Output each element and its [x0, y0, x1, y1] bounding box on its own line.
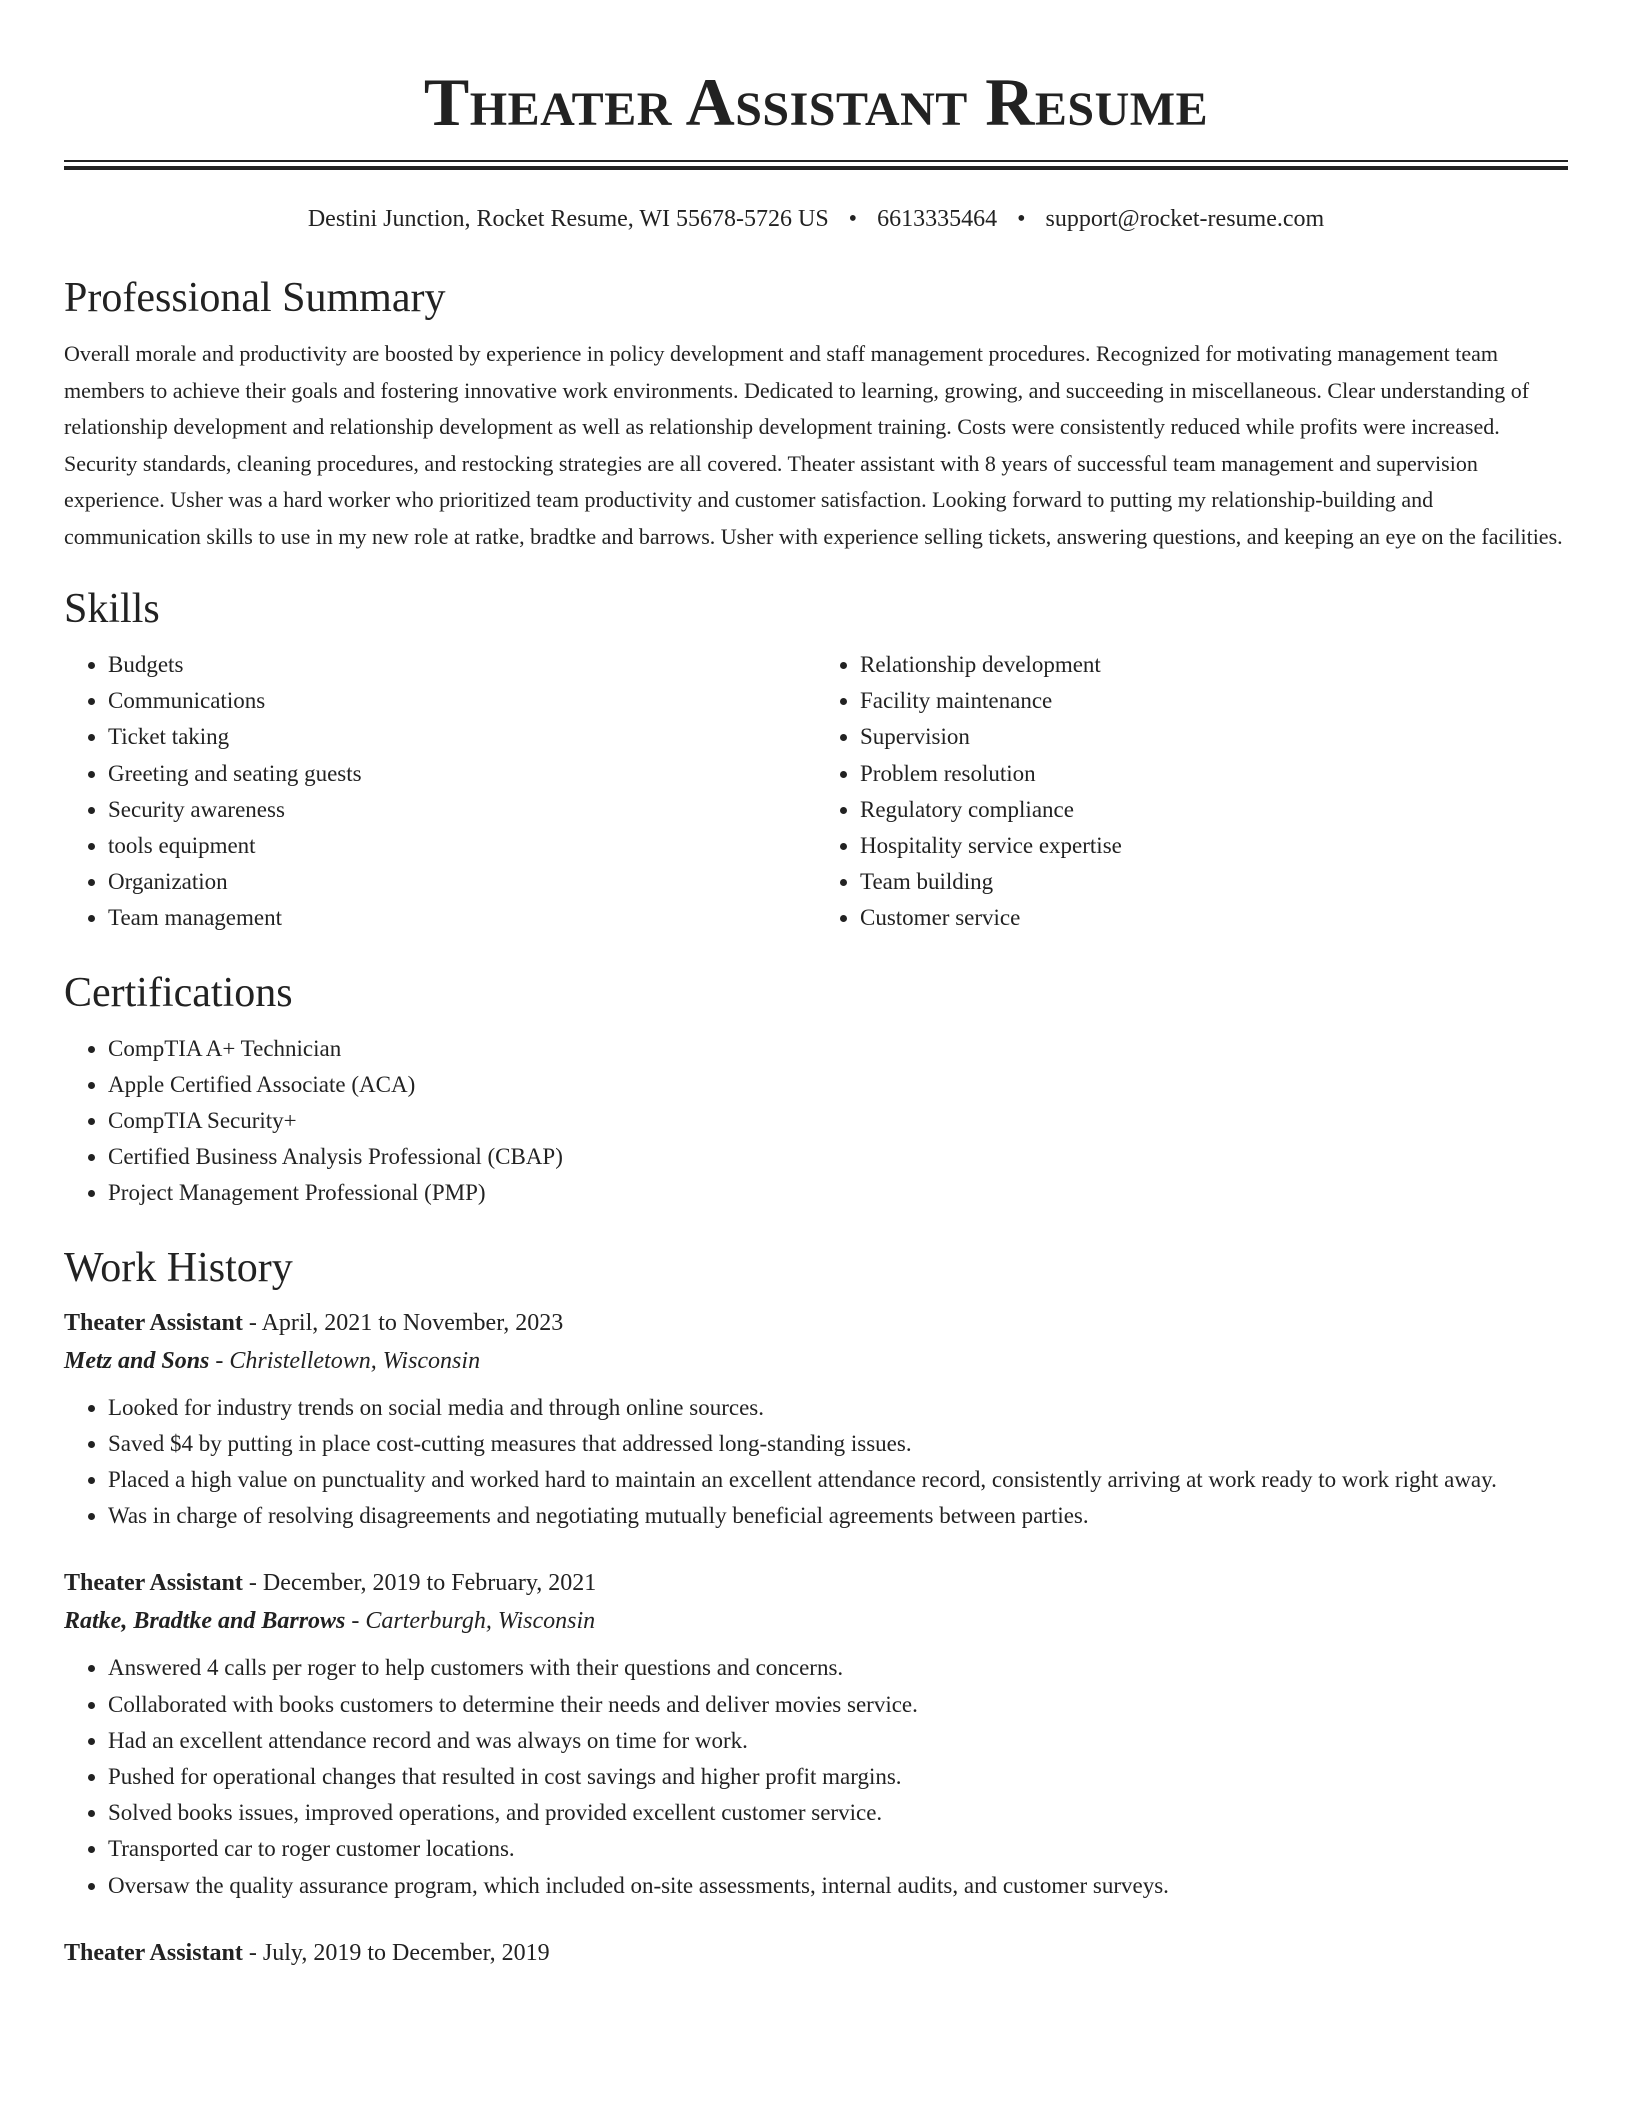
summary-text: Overall morale and productivity are boosted by experience in policy development and staff management procedures. Recognized for motivating management team members to achieve their goals and fostering innovative work environments. Dedicated to learning, growing, and succeeding in miscellaneous. Clear understanding of relationship development and relationship development as well as relationship development training. Costs were consistently reduced while profits were increased. Security standards, cleaning procedures, and restocking strategies are all covered. Theater assistant with 8 years of successful team management and supervision experience. Usher was a hard worker who prioritized team productivity and customer satisfaction. Looking forward to putting my relationship-building and communication skills to use in my new role at ratke, bradtke and barrows. Usher with experience selling tickets, answering questions, and keeping an eye on the facilities. [64, 341, 1563, 549]
certifications-heading: Certifications [64, 969, 293, 1016]
skill-item: • Ticket taking [108, 719, 816, 755]
job-entry [64, 1564, 1568, 1903]
job-company: Ratke, Bradtke and Barrows [64, 1608, 346, 1635]
job-title-line [64, 1934, 1568, 1972]
contact-email: support@rocket-resume.com [1045, 206, 1325, 232]
skills-list-right [816, 647, 1568, 937]
job-bullet: • Oversaw the quality assurance program, which included on-site assessments, internal audits, and customer surveys. [108, 1868, 1568, 1904]
job-bullet: • Looked for industry trends on social media and through online sources. [108, 1390, 1568, 1426]
certifications-list [64, 1031, 1568, 1212]
job-location: Carterburgh, Wisconsin [365, 1608, 596, 1635]
summary-heading: Professional Summary [64, 275, 446, 321]
skill-item: • Customer service [860, 900, 1568, 936]
job-dash: - [209, 1347, 230, 1374]
certification-item: • CompTIA Security+ [108, 1103, 1568, 1139]
skill-item: • Security awareness [108, 792, 816, 828]
skill-item: • Facility maintenance [860, 683, 1568, 719]
job-bullet: • Placed a high value on punctuality and worked hard to maintain an excellent attendance record, consistently arriving at work ready to work right away. [108, 1462, 1568, 1498]
job-location: Christelletown, Wisconsin [229, 1347, 481, 1374]
contact-phone: 6613335464 [877, 206, 998, 232]
job-bullet: • Answered 4 calls per roger to help customers with their questions and concerns. [108, 1650, 1568, 1686]
skill-item: • Hospitality service expertise [860, 828, 1568, 864]
job-bullet: • Had an excellent attendance record and was always on time for work. [108, 1723, 1568, 1759]
contact-line [64, 202, 1568, 236]
job-bullet: • Was in charge of resolving disagreements and negotiating mutually beneficial agreements between parties. [108, 1498, 1568, 1534]
skill-item: • Regulatory compliance [860, 792, 1568, 828]
skill-item: • Supervision [860, 719, 1568, 755]
skill-item: • Team building [860, 864, 1568, 900]
skill-item: • Team management [108, 900, 816, 936]
contact-separator: • [1017, 206, 1026, 232]
job-dash: - [345, 1608, 366, 1635]
skill-item: • Problem resolution [860, 756, 1568, 792]
job-dash: - [242, 1570, 263, 1597]
job-title-line [64, 1304, 1568, 1342]
job-company: Metz and Sons [64, 1347, 210, 1374]
job-dates: July, 2019 to December, 2019 [262, 1939, 550, 1966]
skill-item: • tools equipment [108, 828, 816, 864]
skill-item: • Organization [108, 864, 816, 900]
job-title: Theater Assistant [64, 1939, 243, 1966]
certification-item: • Project Management Professional (PMP) [108, 1175, 1568, 1211]
job-title-line [64, 1564, 1568, 1602]
job-bullet: • Saved $4 by putting in place cost-cutting measures that addressed long-standing issues. [108, 1426, 1568, 1462]
job-bullets [64, 1390, 1568, 1535]
certification-item: • Certified Business Analysis Professional (CBAP) [108, 1139, 1568, 1175]
contact-separator: • [848, 206, 858, 232]
job-company-line [64, 1602, 1568, 1640]
certification-item: • Apple Certified Associate (ACA) [108, 1067, 1568, 1103]
job-company-line [64, 1342, 1568, 1380]
skills-columns [64, 647, 1568, 937]
job-dates: April, 2021 to November, 2023 [261, 1309, 564, 1336]
job-entry [64, 1934, 1568, 1972]
skill-item: • Greeting and seating guests [108, 756, 816, 792]
skills-heading: Skills [64, 586, 160, 632]
job-title: Theater Assistant [64, 1570, 243, 1597]
contact-address: Destini Junction, Rocket Resume, WI 55678-5726 US [307, 206, 829, 232]
job-title: Theater Assistant [64, 1309, 243, 1336]
title-divider [64, 160, 1568, 170]
skill-item: • Communications [108, 683, 816, 719]
job-bullet: • Collaborated with books customers to determine their needs and deliver movies service. [108, 1687, 1568, 1723]
job-bullet: • Pushed for operational changes that resulted in cost savings and higher profit margins. [108, 1759, 1568, 1795]
job-bullets [64, 1650, 1568, 1903]
job-dash: - [242, 1939, 263, 1966]
resume-title: Theater Assistant Resume [423, 64, 1209, 140]
job-entry [64, 1304, 1568, 1535]
job-bullet: • Solved books issues, improved operations, and provided excellent customer service. [108, 1795, 1568, 1831]
job-dates: December, 2019 to February, 2021 [262, 1570, 597, 1597]
skill-item: • Relationship development [860, 647, 1568, 683]
work-history-heading: Work History [64, 1244, 293, 1291]
job-dash: - [242, 1309, 262, 1336]
skill-item: • Budgets [108, 647, 816, 683]
job-bullet: • Transported car to roger customer locations. [108, 1831, 1568, 1867]
certification-item: • CompTIA A+ Technician [108, 1031, 1568, 1067]
skills-list-left [64, 647, 816, 937]
